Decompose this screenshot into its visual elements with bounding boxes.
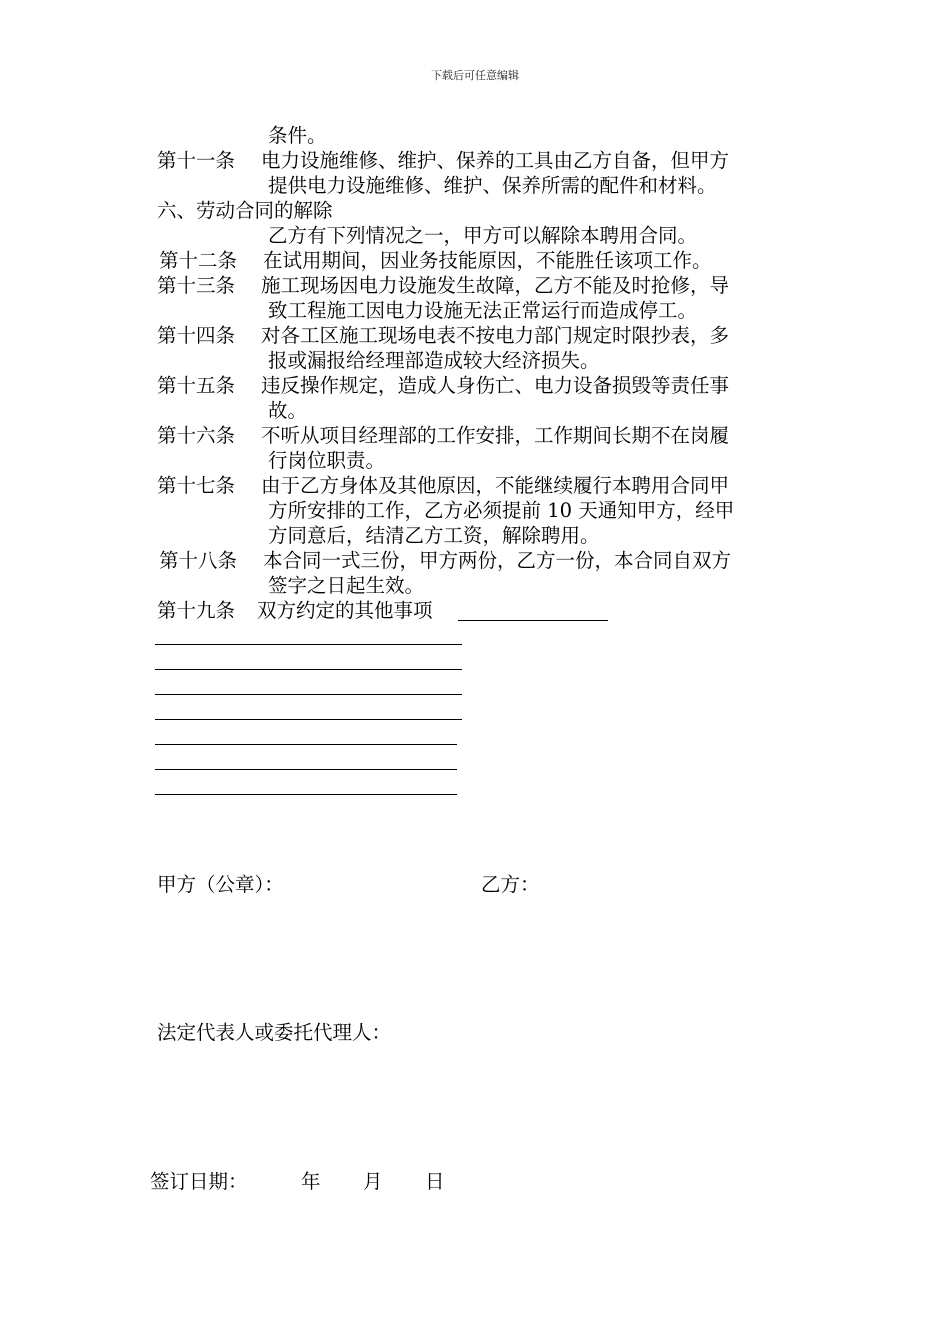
fill-in-blank[interactable] [155,644,462,645]
article-text: 不听从项目经理部的工作安排，工作期间长期不在岗履 [261,424,730,447]
article-18 [159,549,731,573]
article-number: 第十一条 [157,149,236,172]
article-text: 对各工区施工现场电表不按电力部门规定时限抄表，多 [261,324,730,347]
article-17 [157,474,729,498]
article-text: 违反操作规定，造成人身伤亡、电力设备损毁等责任事 [261,374,730,397]
party-b-label: 乙方： [481,873,540,896]
article-number: 第十二条 [159,249,238,272]
party-a-label: 甲方（公章）： [157,873,284,896]
fill-in-blank[interactable] [155,719,462,720]
date-year: 年 [301,1170,321,1193]
text-line: 行岗位职责。 [268,449,386,472]
article-text: 施工现场因电力设施发生故障，乙方不能及时抢修，导 [261,274,730,297]
article-number: 第十八条 [159,549,238,572]
article-12 [159,249,712,273]
article-number: 第十四条 [157,324,236,347]
text-line: 报或漏报给经理部造成较大经济损失。 [268,349,600,372]
page-header: 下载后可任意编辑 [431,69,519,82]
article-11 [157,149,729,173]
article-19 [157,599,433,623]
representative-label: 法定代表人或委托代理人： [157,1021,392,1044]
fill-in-blank[interactable] [458,620,608,621]
article-text: 双方约定的其他事项 [257,599,433,622]
fill-in-blank[interactable] [155,694,462,695]
text-line: 致工程施工因电力设施无法正常运行而造成停工。 [268,299,698,322]
article-number: 第十三条 [157,274,236,297]
article-number: 第十七条 [157,474,236,497]
date-day: 日 [425,1170,445,1193]
article-text: 在试用期间，因业务技能原因，不能胜任该项工作。 [263,249,712,272]
article-13 [157,274,729,298]
fill-in-blank[interactable] [155,769,457,770]
section-intro: 乙方有下列情况之一，甲方可以解除本聘用合同。 [268,224,698,247]
text-line: 条件。 [268,124,327,147]
text-line: 签字之日起生效。 [268,574,425,597]
signing-date-label: 签订日期： [150,1170,248,1193]
fill-in-blank[interactable] [155,794,457,795]
article-text: 电力设施维修、维护、保养的工具由乙方自备，但甲方 [261,149,730,172]
date-month: 月 [363,1170,383,1193]
article-number: 第十九条 [157,599,236,622]
fill-in-blank[interactable] [155,669,462,670]
fill-in-blank[interactable] [155,744,457,745]
section-heading: 六、劳动合同的解除 [157,199,333,222]
article-15 [157,374,729,398]
text-line: 方所安排的工作，乙方必须提前 10 天通知甲方，经甲 [268,499,735,522]
article-16 [157,424,729,448]
article-number: 第十六条 [157,424,236,447]
article-text: 由于乙方身体及其他原因，不能继续履行本聘用合同甲 [261,474,730,497]
text-line: 故。 [268,399,308,422]
article-14 [157,324,729,348]
article-text: 本合同一式三份，甲方两份，乙方一份，本合同自双方 [263,549,732,572]
text-line: 方同意后，结清乙方工资，解除聘用。 [268,524,600,547]
article-number: 第十五条 [157,374,236,397]
text-line: 提供电力设施维修、维护、保养所需的配件和材料。 [268,174,717,197]
